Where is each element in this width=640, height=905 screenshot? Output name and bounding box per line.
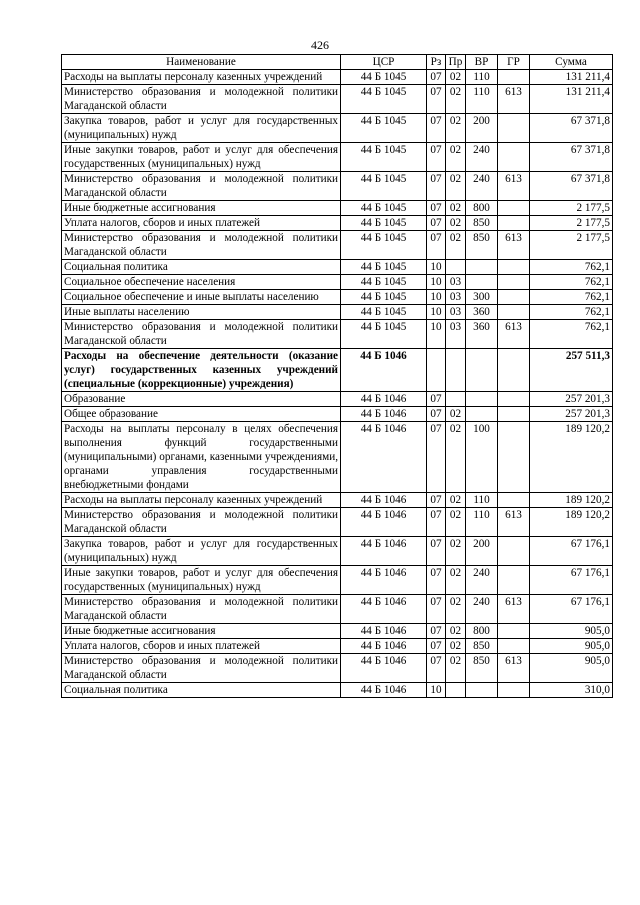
cell-csr: 44 Б 1046 [341, 683, 427, 698]
cell-sum: 762,1 [530, 275, 613, 290]
cell-vr: 800 [466, 201, 498, 216]
table-row [62, 493, 613, 508]
cell-vr: 110 [466, 70, 498, 85]
cell-gr [498, 216, 530, 231]
cell-name: Уплата налогов, сборов и иных платежей [62, 639, 341, 654]
cell-name: Министерство образования и молодежной политики Магаданской области [62, 231, 341, 260]
cell-rz: 10 [427, 290, 446, 305]
cell-vr: 800 [466, 624, 498, 639]
cell-gr [498, 260, 530, 275]
cell-gr: 613 [498, 231, 530, 260]
cell-vr [466, 260, 498, 275]
cell-gr [498, 493, 530, 508]
table-row [62, 85, 613, 114]
cell-gr [498, 392, 530, 407]
cell-sum: 2 177,5 [530, 216, 613, 231]
cell-sum: 189 120,2 [530, 422, 613, 493]
cell-name: Министерство образования и молодежной политики Магаданской области [62, 85, 341, 114]
cell-rz: 07 [427, 595, 446, 624]
cell-rz: 07 [427, 392, 446, 407]
cell-vr [466, 275, 498, 290]
cell-name: Социальная политика [62, 683, 341, 698]
cell-sum: 189 120,2 [530, 508, 613, 537]
table-row [62, 508, 613, 537]
cell-vr: 360 [466, 305, 498, 320]
cell-csr: 44 Б 1045 [341, 216, 427, 231]
table-row [62, 624, 613, 639]
cell-name: Закупка товаров, работ и услуг для государственных (муниципальных) нужд [62, 114, 341, 143]
cell-name: Министерство образования и молодежной политики Магаданской области [62, 654, 341, 683]
cell-gr [498, 70, 530, 85]
cell-rz: 07 [427, 537, 446, 566]
cell-csr: 44 Б 1046 [341, 392, 427, 407]
cell-csr: 44 Б 1046 [341, 493, 427, 508]
cell-name: Образование [62, 392, 341, 407]
cell-csr: 44 Б 1045 [341, 231, 427, 260]
cell-sum: 67 371,8 [530, 172, 613, 201]
cell-gr: 613 [498, 172, 530, 201]
cell-sum: 67 176,1 [530, 595, 613, 624]
cell-gr [498, 201, 530, 216]
cell-csr: 44 Б 1045 [341, 275, 427, 290]
cell-vr: 100 [466, 422, 498, 493]
table-row [62, 654, 613, 683]
cell-gr [498, 275, 530, 290]
cell-gr [498, 114, 530, 143]
table-row [62, 595, 613, 624]
cell-rz: 07 [427, 566, 446, 595]
cell-pr: 02 [446, 537, 466, 566]
cell-rz: 10 [427, 683, 446, 698]
cell-gr [498, 349, 530, 392]
cell-sum: 762,1 [530, 320, 613, 349]
cell-pr: 02 [446, 422, 466, 493]
cell-pr: 02 [446, 85, 466, 114]
cell-rz: 07 [427, 70, 446, 85]
cell-sum: 189 120,2 [530, 493, 613, 508]
column-header-vr: ВР [466, 55, 498, 70]
cell-sum: 310,0 [530, 683, 613, 698]
cell-pr: 02 [446, 624, 466, 639]
table-row [62, 114, 613, 143]
cell-rz: 07 [427, 422, 446, 493]
cell-rz: 07 [427, 624, 446, 639]
table-row [62, 290, 613, 305]
cell-vr: 850 [466, 231, 498, 260]
column-header-sum: Сумма [530, 55, 613, 70]
table-row [62, 392, 613, 407]
cell-rz [427, 349, 446, 392]
cell-rz: 10 [427, 320, 446, 349]
cell-sum: 762,1 [530, 290, 613, 305]
cell-name: Общее образование [62, 407, 341, 422]
cell-vr [466, 392, 498, 407]
cell-csr: 44 Б 1045 [341, 320, 427, 349]
cell-csr: 44 Б 1045 [341, 70, 427, 85]
cell-csr: 44 Б 1046 [341, 595, 427, 624]
cell-rz: 07 [427, 143, 446, 172]
table-row [62, 201, 613, 216]
cell-rz: 07 [427, 216, 446, 231]
cell-csr: 44 Б 1045 [341, 201, 427, 216]
table-header [62, 55, 613, 70]
cell-sum: 67 371,8 [530, 114, 613, 143]
cell-gr: 613 [498, 595, 530, 624]
cell-pr: 02 [446, 654, 466, 683]
cell-name: Уплата налогов, сборов и иных платежей [62, 216, 341, 231]
cell-vr: 200 [466, 537, 498, 566]
table-row [62, 537, 613, 566]
cell-vr: 240 [466, 143, 498, 172]
cell-name: Расходы на обеспечение деятельности (оказание услуг) государственных казенных учреждений (специальные (коррекционные) учреждения) [62, 349, 341, 392]
cell-gr [498, 290, 530, 305]
cell-name: Социальное обеспечение населения [62, 275, 341, 290]
column-header-pr: Пр [446, 55, 466, 70]
cell-gr [498, 422, 530, 493]
cell-sum: 67 176,1 [530, 566, 613, 595]
cell-gr [498, 143, 530, 172]
cell-rz: 07 [427, 172, 446, 201]
cell-csr: 44 Б 1046 [341, 624, 427, 639]
table-row [62, 683, 613, 698]
cell-vr [466, 683, 498, 698]
cell-sum: 905,0 [530, 654, 613, 683]
cell-sum: 131 211,4 [530, 85, 613, 114]
cell-name: Иные закупки товаров, работ и услуг для обеспечения государственных (муниципальных) нужд [62, 143, 341, 172]
column-header-rz: Рз [427, 55, 446, 70]
cell-name: Министерство образования и молодежной политики Магаданской области [62, 320, 341, 349]
cell-csr: 44 Б 1045 [341, 143, 427, 172]
cell-csr: 44 Б 1045 [341, 290, 427, 305]
cell-rz: 07 [427, 201, 446, 216]
cell-pr: 02 [446, 407, 466, 422]
budget-table [61, 54, 613, 698]
cell-pr: 02 [446, 231, 466, 260]
cell-name: Расходы на выплаты персоналу казенных учреждений [62, 493, 341, 508]
column-header-csr: ЦСР [341, 55, 427, 70]
cell-pr: 02 [446, 566, 466, 595]
cell-sum: 131 211,4 [530, 70, 613, 85]
cell-sum: 257 201,3 [530, 407, 613, 422]
cell-vr: 110 [466, 493, 498, 508]
cell-csr: 44 Б 1046 [341, 407, 427, 422]
cell-name: Иные выплаты населению [62, 305, 341, 320]
cell-gr [498, 407, 530, 422]
cell-name: Иные бюджетные ассигнования [62, 201, 341, 216]
cell-pr: 03 [446, 305, 466, 320]
cell-name: Иные закупки товаров, работ и услуг для обеспечения государственных (муниципальных) нужд [62, 566, 341, 595]
cell-vr: 850 [466, 654, 498, 683]
table-row [62, 639, 613, 654]
table-row [62, 231, 613, 260]
cell-gr: 613 [498, 320, 530, 349]
cell-sum: 67 176,1 [530, 537, 613, 566]
cell-sum: 257 201,3 [530, 392, 613, 407]
cell-pr: 02 [446, 201, 466, 216]
cell-vr [466, 349, 498, 392]
cell-gr: 613 [498, 508, 530, 537]
cell-name: Иные бюджетные ассигнования [62, 624, 341, 639]
table-row [62, 407, 613, 422]
cell-vr: 850 [466, 216, 498, 231]
cell-pr [446, 392, 466, 407]
cell-sum: 905,0 [530, 639, 613, 654]
cell-csr: 44 Б 1045 [341, 260, 427, 275]
cell-pr: 02 [446, 493, 466, 508]
cell-name: Министерство образования и молодежной политики Магаданской области [62, 172, 341, 201]
cell-rz: 10 [427, 305, 446, 320]
table-body [62, 70, 613, 698]
cell-sum: 905,0 [530, 624, 613, 639]
cell-pr [446, 683, 466, 698]
cell-csr: 44 Б 1045 [341, 85, 427, 114]
table-row [62, 320, 613, 349]
cell-vr: 240 [466, 566, 498, 595]
cell-pr: 03 [446, 320, 466, 349]
cell-gr [498, 305, 530, 320]
table-row [62, 260, 613, 275]
cell-vr: 360 [466, 320, 498, 349]
cell-sum: 67 371,8 [530, 143, 613, 172]
table-row [62, 305, 613, 320]
cell-gr [498, 537, 530, 566]
cell-gr [498, 639, 530, 654]
cell-csr: 44 Б 1046 [341, 639, 427, 654]
cell-rz: 07 [427, 231, 446, 260]
cell-sum: 762,1 [530, 305, 613, 320]
cell-csr: 44 Б 1046 [341, 654, 427, 683]
cell-sum: 257 511,3 [530, 349, 613, 392]
cell-pr: 02 [446, 70, 466, 85]
cell-csr: 44 Б 1045 [341, 114, 427, 143]
cell-name: Закупка товаров, работ и услуг для государственных (муниципальных) нужд [62, 537, 341, 566]
cell-pr [446, 260, 466, 275]
cell-gr [498, 683, 530, 698]
cell-pr [446, 349, 466, 392]
cell-name: Социальная политика [62, 260, 341, 275]
cell-pr: 02 [446, 143, 466, 172]
column-header-name: Наименование [62, 55, 341, 70]
header-row [62, 55, 613, 70]
cell-csr: 44 Б 1046 [341, 508, 427, 537]
table-row [62, 349, 613, 392]
cell-vr: 850 [466, 639, 498, 654]
cell-name: Расходы на выплаты персоналу казенных учреждений [62, 70, 341, 85]
cell-vr: 240 [466, 595, 498, 624]
cell-pr: 02 [446, 595, 466, 624]
cell-name: Расходы на выплаты персоналу в целях обеспечения выполнения функций государственными (муниципальными) органами, казенными учреждениями, органами управления государственными внебюджетными фондами [62, 422, 341, 493]
cell-rz: 07 [427, 508, 446, 537]
cell-vr [466, 407, 498, 422]
cell-csr: 44 Б 1046 [341, 566, 427, 595]
cell-pr: 02 [446, 216, 466, 231]
cell-rz: 10 [427, 260, 446, 275]
table-row [62, 70, 613, 85]
cell-csr: 44 Б 1045 [341, 305, 427, 320]
cell-gr [498, 566, 530, 595]
table-row [62, 275, 613, 290]
cell-vr: 110 [466, 508, 498, 537]
cell-vr: 300 [466, 290, 498, 305]
cell-rz: 07 [427, 654, 446, 683]
table-row [62, 422, 613, 493]
cell-sum: 2 177,5 [530, 201, 613, 216]
page-number: 426 [311, 38, 329, 52]
cell-pr: 02 [446, 508, 466, 537]
table-row [62, 216, 613, 231]
cell-rz: 07 [427, 493, 446, 508]
table-row [62, 566, 613, 595]
cell-pr: 02 [446, 114, 466, 143]
column-header-gr: ГР [498, 55, 530, 70]
cell-name: Министерство образования и молодежной политики Магаданской области [62, 595, 341, 624]
cell-vr: 200 [466, 114, 498, 143]
table-row [62, 143, 613, 172]
cell-csr: 44 Б 1045 [341, 172, 427, 201]
cell-rz: 10 [427, 275, 446, 290]
cell-gr [498, 624, 530, 639]
cell-sum: 2 177,5 [530, 231, 613, 260]
cell-csr: 44 Б 1046 [341, 422, 427, 493]
cell-name: Социальное обеспечение и иные выплаты населению [62, 290, 341, 305]
cell-vr: 110 [466, 85, 498, 114]
cell-rz: 07 [427, 407, 446, 422]
cell-sum: 762,1 [530, 260, 613, 275]
cell-pr: 02 [446, 172, 466, 201]
cell-name: Министерство образования и молодежной политики Магаданской области [62, 508, 341, 537]
cell-gr: 613 [498, 654, 530, 683]
cell-rz: 07 [427, 639, 446, 654]
cell-vr: 240 [466, 172, 498, 201]
cell-csr: 44 Б 1046 [341, 537, 427, 566]
table-row [62, 172, 613, 201]
cell-gr: 613 [498, 85, 530, 114]
cell-rz: 07 [427, 85, 446, 114]
cell-pr: 02 [446, 639, 466, 654]
cell-csr: 44 Б 1046 [341, 349, 427, 392]
cell-pr: 03 [446, 275, 466, 290]
cell-rz: 07 [427, 114, 446, 143]
cell-pr: 03 [446, 290, 466, 305]
